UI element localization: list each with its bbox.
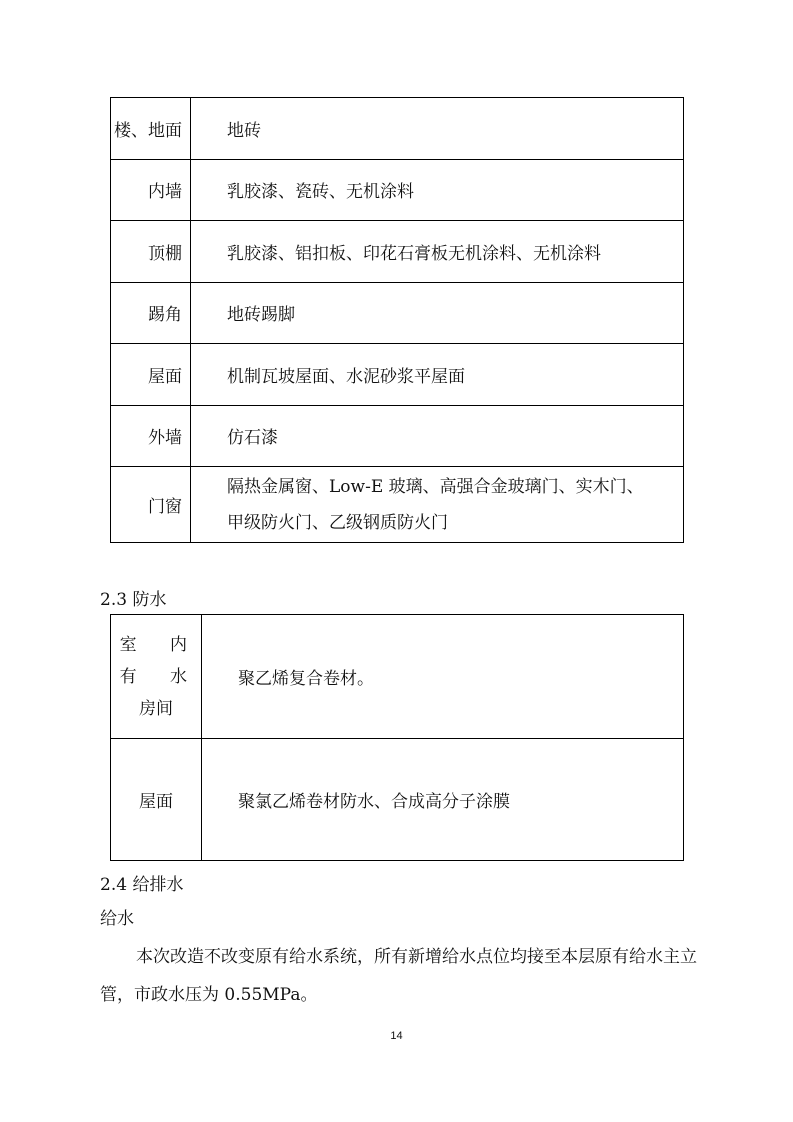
row-label: 内墙 (111, 159, 191, 221)
table-row (111, 98, 684, 160)
row-label: 屋面 (111, 344, 191, 406)
row-value: 地砖踢脚 (191, 282, 684, 344)
subheading-water-supply: 给水 (100, 909, 134, 929)
row-label: 踢角 (111, 282, 191, 344)
table-row (111, 467, 684, 543)
row-label: 顶棚 (111, 221, 191, 283)
table-row (111, 615, 684, 739)
row-value: 聚乙烯复合卷材。 (202, 615, 684, 739)
row-label-line: 房间 (139, 698, 173, 719)
row-value-line: 隔热金属窗、Low-E 玻璃、高强合金玻璃门、实木门、 (227, 476, 644, 497)
row-label: 门窗 (111, 467, 191, 543)
table-row (111, 282, 684, 344)
row-value: 乳胶漆、铝扣板、印花石膏板无机涂料、无机涂料 (191, 221, 684, 283)
section-heading-waterproofing: 2.3 防水 (100, 590, 167, 610)
table-row (111, 159, 684, 221)
table-row (111, 344, 684, 406)
row-label: 外墙 (111, 405, 191, 467)
section-heading-plumbing: 2.4 给排水 (100, 875, 184, 895)
row-label: 屋面 (111, 739, 202, 861)
row-value (191, 467, 684, 543)
page-number: 14 (390, 1030, 403, 1042)
row-label (111, 615, 202, 739)
waterproofing-table (110, 614, 684, 861)
row-label: 楼、地面 (111, 98, 191, 160)
table-row (111, 405, 684, 467)
finishes-table (110, 97, 684, 543)
row-value-line: 甲级防火门、乙级钢质防火门 (227, 512, 448, 533)
row-label-line: 室 内 (119, 634, 201, 655)
table-row (111, 221, 684, 283)
row-value: 聚氯乙烯卷材防水、合成高分子涂膜 (202, 739, 684, 861)
body-paragraph: 本次改造不改变原有给水系统，所有新增给水点位均接至本层原有给水主立管，市政水压为 0.55MPa。 (100, 947, 697, 1005)
row-value: 机制瓦坡屋面、水泥砂浆平屋面 (191, 344, 684, 406)
table-row (111, 739, 684, 861)
row-value: 仿石漆 (191, 405, 684, 467)
row-value: 乳胶漆、瓷砖、无机涂料 (191, 159, 684, 221)
row-value: 地砖 (191, 98, 684, 160)
row-label-line: 有 水 (119, 666, 201, 687)
